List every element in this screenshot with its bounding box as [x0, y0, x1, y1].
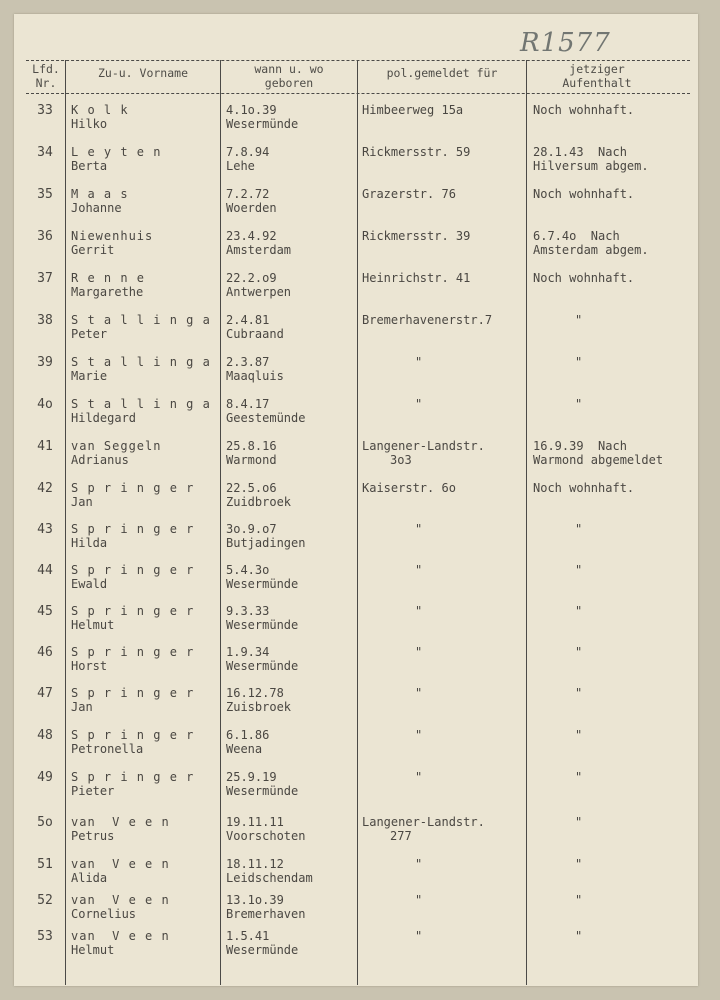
record-surname: van Seggeln: [71, 439, 162, 453]
record-birth-date: 3o.9.o7: [226, 522, 277, 536]
record-birth-place: Cubraand: [226, 327, 284, 341]
record-whereabouts: ": [575, 686, 583, 700]
record-birth-date: 22.2.o9: [226, 271, 277, 285]
record-firstname: Horst: [71, 659, 108, 673]
header-born-line1: wann u. wo: [254, 62, 324, 76]
record-whereabouts-detail: Hilversum abgem.: [533, 159, 649, 173]
reference-mark: R1577: [520, 28, 611, 58]
record-whereabouts: ": [575, 857, 583, 871]
record-birth-place: Wesermünde: [226, 943, 299, 957]
record-address: ": [415, 563, 423, 577]
column-divider: [357, 60, 358, 985]
record-birth-date: 25.8.16: [226, 439, 277, 453]
record-whereabouts: ": [575, 815, 583, 829]
record-firstname: Marie: [71, 369, 108, 383]
record-address: ": [415, 645, 423, 659]
record-surname: S p r i n g e r: [71, 728, 195, 742]
record-birth-place: Wesermünde: [226, 577, 299, 591]
record-number: 37: [37, 271, 53, 286]
record-surname: Niewenhuis: [71, 229, 154, 243]
record-whereabouts: ": [575, 604, 583, 618]
record-number: 38: [37, 313, 53, 328]
record-whereabouts: ": [575, 563, 583, 577]
record-firstname: Petrus: [71, 829, 115, 843]
record-birth-date: 6.1.86: [226, 728, 270, 742]
record-whereabouts: Noch wohnhaft.: [533, 187, 635, 201]
record-birth-date: 1.5.41: [226, 929, 270, 943]
header-nr-line1: Lfd.: [32, 62, 60, 76]
record-number: 49: [37, 770, 53, 785]
record-number: 41: [37, 439, 53, 454]
record-number: 34: [37, 145, 53, 160]
record-birth-place: Wesermünde: [226, 117, 299, 131]
record-birth-date: 1.9.34: [226, 645, 270, 659]
record-birth-place: Lehe: [226, 159, 255, 173]
record-birth-place: Wesermünde: [226, 784, 299, 798]
column-divider: [220, 60, 221, 985]
record-number: 5o: [37, 815, 53, 830]
record-whereabouts: ": [575, 929, 583, 943]
record-surname: van V e e n: [71, 815, 170, 829]
record-whereabouts: ": [575, 770, 583, 784]
record-birth-date: 13.1o.39: [226, 893, 284, 907]
record-birth-date: 19.11.11: [226, 815, 284, 829]
record-number: 53: [37, 929, 53, 944]
record-surname: S t a l l i n g a: [71, 313, 211, 327]
record-birth-place: Leidschendam: [226, 871, 313, 885]
record-number: 51: [37, 857, 53, 872]
header-address: [358, 62, 526, 92]
header-nr: [26, 62, 66, 92]
record-birth-place: Wesermünde: [226, 659, 299, 673]
record-address: Grazerstr. 76: [362, 187, 456, 201]
record-whereabouts: 6.7.4o Nach: [533, 229, 620, 243]
record-birth-date: 2.4.81: [226, 313, 270, 327]
record-birth-place: Geestemünde: [226, 411, 306, 425]
record-firstname: Ewald: [71, 577, 108, 591]
record-surname: S t a l l i n g a: [71, 397, 211, 411]
record-birth-place: Wesermünde: [226, 618, 299, 632]
record-number: 36: [37, 229, 53, 244]
record-surname: M a a s: [71, 187, 129, 201]
record-whereabouts: ": [575, 645, 583, 659]
record-firstname: Hilko: [71, 117, 108, 131]
record-surname: S p r i n g e r: [71, 645, 195, 659]
record-address: ": [415, 686, 423, 700]
record-number: 44: [37, 563, 53, 578]
record-firstname: Pieter: [71, 784, 115, 798]
header-nr-line2: Nr.: [35, 76, 57, 90]
record-whereabouts-detail: Amsterdam abgem.: [533, 243, 649, 257]
table-top-rule: [26, 60, 690, 61]
record-firstname: Johanne: [71, 201, 122, 215]
record-firstname: Berta: [71, 159, 108, 173]
record-number: 48: [37, 728, 53, 743]
record-whereabouts: ": [575, 893, 583, 907]
record-address: Langener-Landstr.: [362, 439, 485, 453]
record-birth-date: 8.4.17: [226, 397, 270, 411]
record-whereabouts: Noch wohnhaft.: [533, 481, 635, 495]
record-surname: van V e e n: [71, 929, 170, 943]
record-birth-place: Antwerpen: [226, 285, 292, 299]
record-surname: S p r i n g e r: [71, 770, 195, 784]
header-name-label: Zu-u. Vorname: [97, 66, 188, 80]
header-born-line2: geboren: [264, 76, 314, 90]
record-birth-date: 5.4.3o: [226, 563, 270, 577]
record-firstname: Cornelius: [71, 907, 137, 921]
record-firstname: Jan: [71, 495, 93, 509]
record-firstname: Gerrit: [71, 243, 115, 257]
record-whereabouts: ": [575, 728, 583, 742]
record-address-number: 3o3: [390, 453, 412, 467]
record-birth-place: Warmond: [226, 453, 277, 467]
record-birth-place: Voorschoten: [226, 829, 306, 843]
record-firstname: Adrianus: [71, 453, 129, 467]
record-surname: K o l k: [71, 103, 129, 117]
record-address: ": [415, 770, 423, 784]
record-address: Rickmersstr. 59: [362, 145, 471, 159]
record-number: 35: [37, 187, 53, 202]
record-address: ": [415, 929, 423, 943]
record-birth-date: 4.1o.39: [226, 103, 277, 117]
record-whereabouts: 16.9.39 Nach: [533, 439, 627, 453]
record-number: 33: [37, 103, 53, 118]
record-whereabouts: Noch wohnhaft.: [533, 103, 635, 117]
record-birth-place: Maaqluis: [226, 369, 284, 383]
record-birth-place: Bremerhaven: [226, 907, 306, 921]
record-address: ": [415, 397, 423, 411]
record-birth-date: 16.12.78: [226, 686, 284, 700]
record-birth-place: Amsterdam: [226, 243, 292, 257]
record-firstname: Petronella: [71, 742, 144, 756]
record-surname: van V e e n: [71, 893, 170, 907]
record-birth-place: Zuidbroek: [226, 495, 292, 509]
record-birth-date: 22.5.o6: [226, 481, 277, 495]
record-number: 42: [37, 481, 53, 496]
record-firstname: Hilda: [71, 536, 108, 550]
record-birth-date: 2.3.87: [226, 355, 270, 369]
record-surname: S p r i n g e r: [71, 563, 195, 577]
record-number: 52: [37, 893, 53, 908]
column-divider: [65, 60, 66, 985]
record-birth-date: 7.2.72: [226, 187, 270, 201]
record-address: ": [415, 893, 423, 907]
record-birth-date: 23.4.92: [226, 229, 277, 243]
record-number: 39: [37, 355, 53, 370]
record-firstname: Hildegard: [71, 411, 137, 425]
record-number: 4o: [37, 397, 53, 412]
record-surname: R e n n e: [71, 271, 146, 285]
record-surname: S p r i n g e r: [71, 686, 195, 700]
record-surname: L e y t e n: [71, 145, 162, 159]
record-address: Langener-Landstr.: [362, 815, 485, 829]
header-whereabouts-line1: jetziger: [569, 62, 625, 76]
record-firstname: Alida: [71, 871, 108, 885]
record-whereabouts: ": [575, 313, 583, 327]
record-surname: S p r i n g e r: [71, 522, 195, 536]
record-address: ": [415, 857, 423, 871]
record-birth-place: Weena: [226, 742, 263, 756]
record-address: ": [415, 522, 423, 536]
record-firstname: Helmut: [71, 618, 115, 632]
record-number: 43: [37, 522, 53, 537]
record-address: ": [415, 728, 423, 742]
record-address: Kaiserstr. 6o: [362, 481, 456, 495]
header-rule: [26, 93, 690, 94]
record-firstname: Margarethe: [71, 285, 144, 299]
record-birth-date: 25.9.19: [226, 770, 277, 784]
record-birth-date: 18.11.12: [226, 857, 284, 871]
header-name: [66, 62, 220, 92]
record-birth-place: Zuisbroek: [226, 700, 292, 714]
record-address: ": [415, 355, 423, 369]
record-birth-place: Woerden: [226, 201, 277, 215]
column-divider: [526, 60, 527, 985]
record-whereabouts-detail: Warmond abgemeldet: [533, 453, 664, 467]
record-whereabouts: ": [575, 355, 583, 369]
record-address: Bremerhavenerstr.7: [362, 313, 493, 327]
record-number: 47: [37, 686, 53, 701]
record-address: Rickmersstr. 39: [362, 229, 471, 243]
record-address-number: 277: [390, 829, 412, 843]
record-number: 45: [37, 604, 53, 619]
record-firstname: Peter: [71, 327, 108, 341]
record-whereabouts: ": [575, 522, 583, 536]
record-surname: van V e e n: [71, 857, 170, 871]
record-whereabouts: ": [575, 397, 583, 411]
header-address-label: pol.gemeldet für: [386, 66, 498, 80]
record-firstname: Helmut: [71, 943, 115, 957]
header-born: [221, 62, 357, 92]
record-firstname: Jan: [71, 700, 93, 714]
record-surname: S p r i n g e r: [71, 604, 195, 618]
record-surname: S t a l l i n g a: [71, 355, 211, 369]
record-address: Heinrichstr. 41: [362, 271, 471, 285]
record-whereabouts: 28.1.43 Nach: [533, 145, 627, 159]
record-whereabouts: Noch wohnhaft.: [533, 271, 635, 285]
record-address: Himbeerweg 15a: [362, 103, 464, 117]
header-whereabouts-line2: Aufenthalt: [562, 76, 632, 90]
record-birth-date: 7.8.94: [226, 145, 270, 159]
record-birth-date: 9.3.33: [226, 604, 270, 618]
record-address: ": [415, 604, 423, 618]
record-birth-place: Butjadingen: [226, 536, 306, 550]
record-number: 46: [37, 645, 53, 660]
record-surname: S p r i n g e r: [71, 481, 195, 495]
header-whereabouts: [527, 62, 667, 92]
